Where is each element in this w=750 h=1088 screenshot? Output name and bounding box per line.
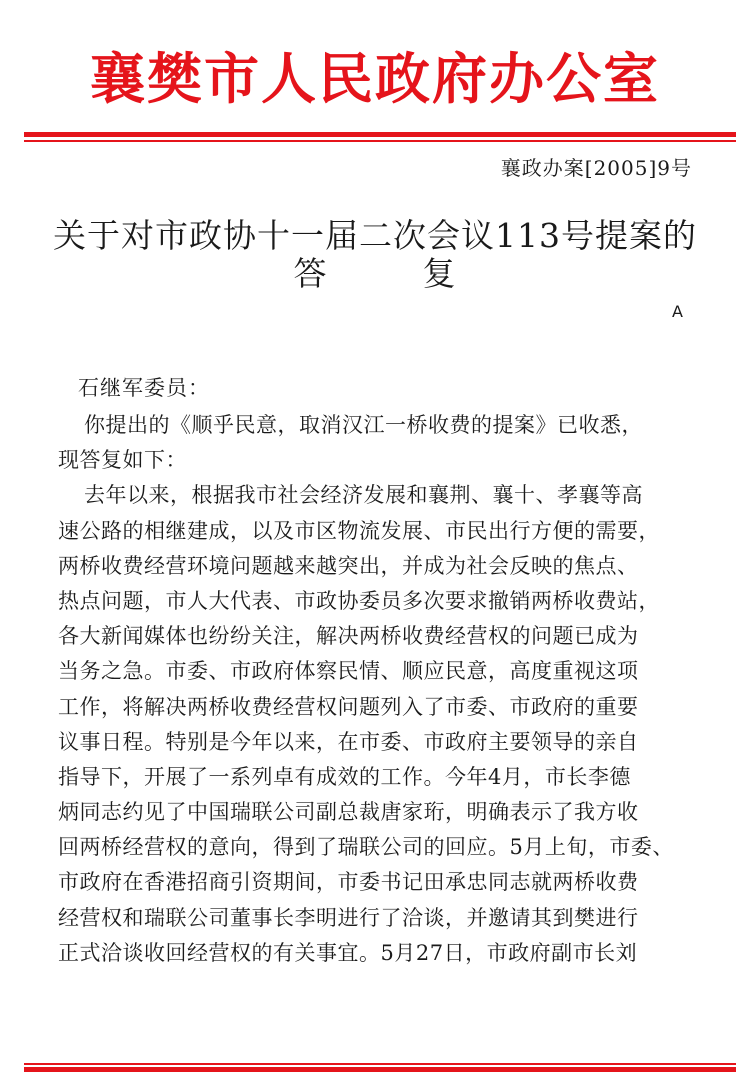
salutation: 石继军委员： [78,376,210,400]
body-line: 炳同志约见了中国瑞联公司副总裁唐家珩，明确表示了我方收 [58,800,639,825]
title-char-fu: 复 [422,254,457,293]
body-line: 经营权和瑞联公司董事长李明进行了洽谈，并邀请其到樊进行 [58,905,639,930]
letterhead-title: 襄樊市人民政府办公室 [89,47,660,111]
body-line: 当务之急。市委、市政府体察民情、顺应民意，高度重视这项 [58,659,639,684]
letterhead-rule-thick [24,132,736,137]
body-line: 速公路的相继建成，以及市区物流发展、市民出行方便的需要， [58,518,660,543]
body-line: 各大新闻媒体也纷纷关注，解决两桥收费经营权的问题已成为 [58,624,639,649]
body-line: 市政府在香港招商引资期间，市委书记田承忠同志就两桥收费 [58,870,639,895]
body-line: 你提出的《顺乎民意，取消汉江一桥收费的提案》已收悉， [84,413,643,437]
body-line: 热点问题，市人大代表、市政协委员多次要求撤销两桥收费站， [58,588,660,613]
footer-rule-thin [24,1063,736,1065]
title-char-da: 答 [293,254,328,293]
body-line: 现答复如下： [58,448,187,473]
letterhead-rule-thin [24,140,736,142]
footer-rule-thick [24,1067,736,1072]
body-text [58,408,698,971]
body-line: 指导下，开展了一系列卓有成效的工作。今年4月，市长李德 [58,764,631,789]
body-line: 工作，将解决两桥收费经营权问题列入了市委、市政府的重要 [58,694,639,719]
classification-mark: A [672,302,683,321]
body-line: 议事日程。特别是今年以来，在市委、市政府主要领导的亲自 [58,729,639,754]
document-number: 襄政办案[2005]9号 [500,156,692,180]
body-line: 两桥收费经营环境问题越来越突出，并成为社会反映的焦点、 [58,553,639,578]
body-line: 正式洽谈收回经营权的有关事宜。5月27日，市政府副市长刘 [58,940,638,965]
document-title-line2 [0,254,750,294]
body-line: 回两桥经营权的意向，得到了瑞联公司的回应。5月上旬，市委、 [58,835,674,860]
body-line: 去年以来，根据我市社会经济发展和襄荆、襄十、孝襄等高 [84,483,643,508]
document-title-line1: 关于对市政协十一届二次会议113号提案的 [53,216,697,255]
